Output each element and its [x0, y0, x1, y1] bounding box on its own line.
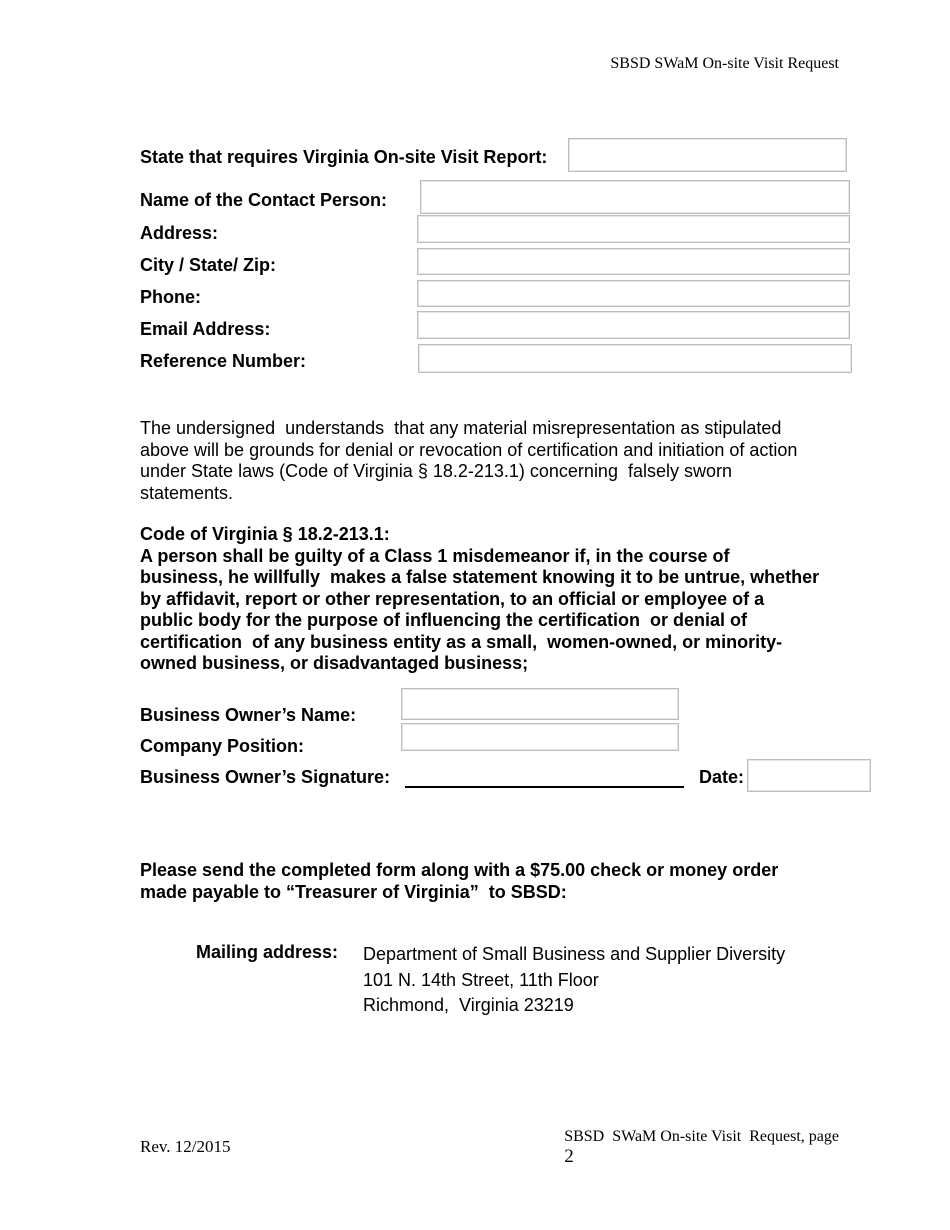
address-label: Address: — [140, 223, 219, 243]
contact-name-input[interactable] — [420, 180, 850, 214]
address-input[interactable] — [417, 215, 850, 243]
code-section — [140, 524, 860, 675]
state-input[interactable] — [568, 138, 847, 172]
page-footer — [556, 1110, 839, 1168]
instructions-line: made payable to “Treasurer of Virginia” to SBSD: — [140, 881, 567, 902]
revision-label: Rev. 12/2015 — [140, 1137, 231, 1156]
reference-number-label: Reference Number: — [140, 351, 307, 371]
instructions — [140, 860, 860, 903]
phone-label: Phone: — [140, 287, 201, 307]
code-line: business, he willfully makes a false statement knowing it to be untrue, whether — [140, 567, 820, 587]
company-position-label: Company Position: — [140, 736, 305, 756]
date-input[interactable] — [747, 759, 871, 792]
instructions-line: Please send the completed form along with a $75.00 check or money order — [140, 860, 779, 880]
statement-line: above will be grounds for denial or revocation of certification and initiation of action — [140, 439, 798, 460]
mailing-line: 101 N. 14th Street, 11th Floor — [363, 969, 599, 990]
mailing-line: Department of Small Business and Supplier Diversity — [363, 944, 786, 964]
code-line: owned business, or disadvantaged business; — [140, 653, 529, 673]
phone-input[interactable] — [417, 280, 850, 307]
statement-line: The undersigned understands that any material misrepresentation as stipulated — [140, 418, 782, 438]
signature-label: Business Owner’s Signature: — [140, 767, 391, 787]
email-label: Email Address: — [140, 319, 271, 339]
footer-page-text: SBSD SWaM On-site Visit Request, page — [564, 1128, 839, 1145]
page-number: 2 — [564, 1146, 574, 1167]
page-header: SBSD SWaM On-site Visit Request — [610, 55, 839, 72]
mailing-line: Richmond, Virginia 23219 — [363, 995, 574, 1015]
signature-line[interactable] — [405, 786, 684, 788]
statement-line: under State laws (Code of Virginia § 18.2-213.1) concerning falsely sworn — [140, 461, 732, 481]
code-heading: Code of Virginia § 18.2-213.1: — [140, 524, 390, 544]
code-line: certification of any business entity as a small, women-owned, or minority- — [140, 631, 783, 652]
owner-name-input[interactable] — [401, 688, 679, 720]
contact-name-label: Name of the Contact Person: — [140, 190, 388, 210]
email-input[interactable] — [417, 311, 850, 339]
code-line: public body for the purpose of influencing the certification or denial of — [140, 610, 748, 630]
mailing-address — [363, 942, 785, 1019]
statement-paragraph — [140, 418, 860, 504]
company-position-input[interactable] — [401, 723, 679, 751]
state-label: State that requires Virginia On-site Visit Report: — [140, 147, 548, 167]
code-line: by affidavit, report or other representation, to an official or employee of a — [140, 588, 765, 609]
statement-line: statements. — [140, 482, 234, 503]
owner-name-label: Business Owner’s Name: — [140, 705, 357, 725]
date-label: Date: — [699, 767, 745, 787]
reference-number-input[interactable] — [418, 344, 852, 373]
city-state-zip-input[interactable] — [417, 248, 850, 275]
mailing-address-label: Mailing address: — [196, 942, 339, 962]
city-state-zip-label: City / State/ Zip: — [140, 255, 277, 275]
code-line: A person shall be guilty of a Class 1 misdemeanor if, in the course of — [140, 545, 730, 566]
